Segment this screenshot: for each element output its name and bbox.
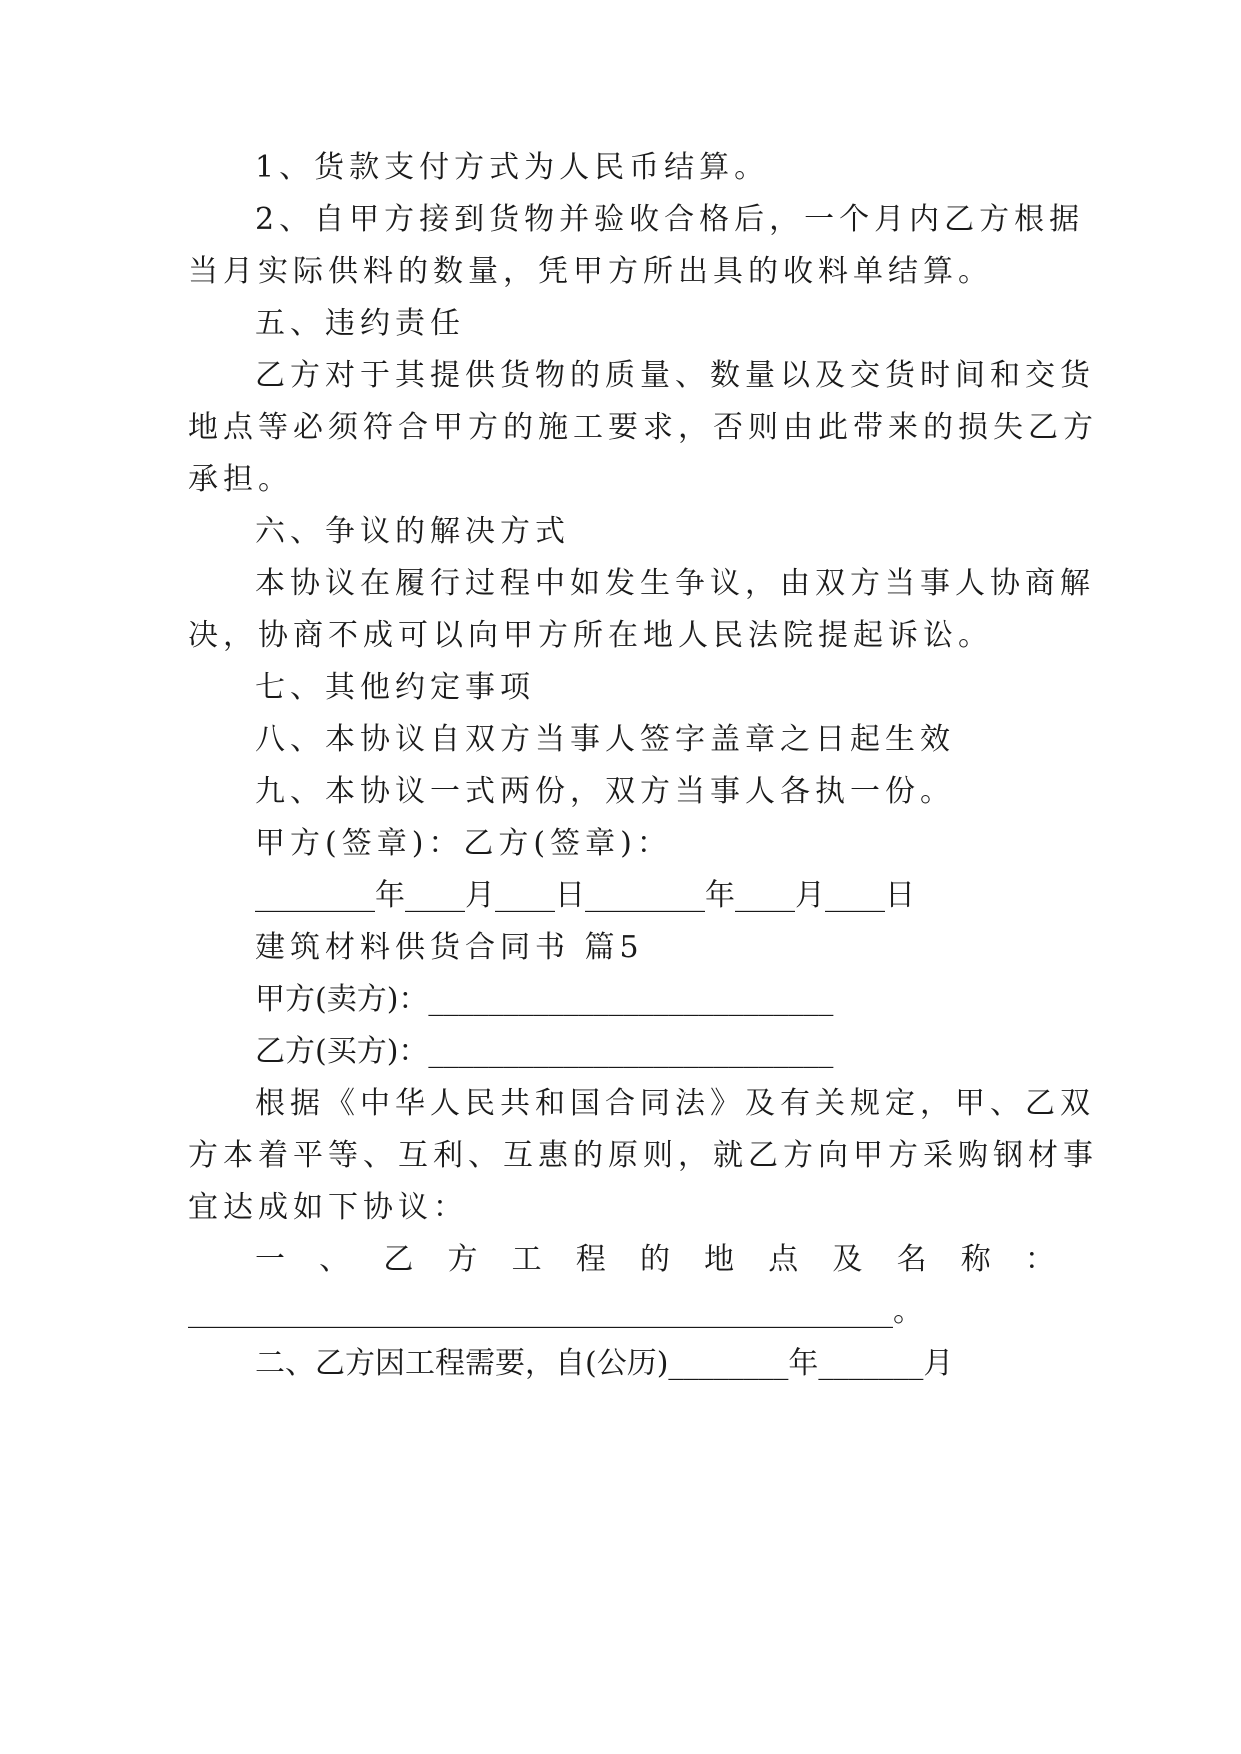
signature-labels: 甲方(签章)：乙方(签章)：	[255, 826, 672, 861]
party-buyer: 乙方(买方)：___________________________	[255, 1034, 834, 1069]
spread-char: 程	[575, 1242, 606, 1277]
contract-title: 建筑材料供货合同书 篇5	[255, 930, 644, 965]
signature-dates: ________年____月____日________年____月____日	[255, 878, 915, 913]
spread-char: ：	[1024, 1242, 1055, 1277]
spread-char: 工	[511, 1242, 542, 1277]
paragraph-basis-line-3: 宜达成如下协议：	[188, 1190, 468, 1225]
paragraph-payment-method: 1、货款支付方式为人民币结算。	[255, 150, 770, 185]
spread-char: 的	[639, 1242, 670, 1277]
paragraph-breach-line-1: 乙方对于其提供货物的质量、数量以及交货时间和交货	[255, 358, 1095, 393]
spread-char: 名	[896, 1242, 927, 1277]
paragraph-dispute-line-1: 本协议在履行过程中如发生争议，由双方当事人协商解	[255, 566, 1095, 601]
paragraph-settlement-line-1: 2、自甲方接到货物并验收合格后，一个月内乙方根据	[255, 202, 1085, 237]
spread-char: 地	[704, 1242, 735, 1277]
clause-project-location	[255, 1240, 1055, 1280]
section-heading-breach: 五、违约责任	[255, 306, 465, 341]
clause-copies: 九、本协议一式两份，双方当事人各执一份。	[255, 774, 955, 809]
spread-char: 方	[447, 1242, 478, 1277]
paragraph-settlement-line-2: 当月实际供料的数量，凭甲方所出具的收料单结算。	[188, 254, 993, 289]
spread-char: 及	[832, 1242, 863, 1277]
party-seller: 甲方(卖方)：___________________________	[255, 982, 834, 1017]
paragraph-basis-line-1: 根据《中华人民共和国合同法》及有关规定，甲、乙双	[255, 1086, 1095, 1121]
paragraph-breach-line-2: 地点等必须符合甲方的施工要求，否则由此带来的损失乙方	[188, 410, 1098, 445]
spread-char: 称	[960, 1242, 991, 1277]
paragraph-dispute-line-2: 决，协商不成可以向甲方所在地人民法院提起诉讼。	[188, 618, 993, 653]
section-heading-other: 七、其他约定事项	[255, 670, 535, 705]
spread-char: 乙	[383, 1242, 414, 1277]
clause-project-period: 二、乙方因工程需要，自(公历)________年_______月	[255, 1346, 954, 1381]
clause-effective: 八、本协议自双方当事人签字盖章之日起生效	[255, 722, 955, 757]
spread-char: 、	[319, 1242, 350, 1277]
paragraph-breach-line-3: 承担。	[188, 462, 293, 497]
paragraph-basis-line-2: 方本着平等、互利、互惠的原则，就乙方向甲方采购钢材事	[188, 1138, 1098, 1173]
section-heading-dispute: 六、争议的解决方式	[255, 514, 570, 549]
spread-char: 点	[768, 1242, 799, 1277]
spread-char: 一	[255, 1242, 285, 1277]
project-location-blank: _______________________________________________。	[188, 1294, 923, 1329]
